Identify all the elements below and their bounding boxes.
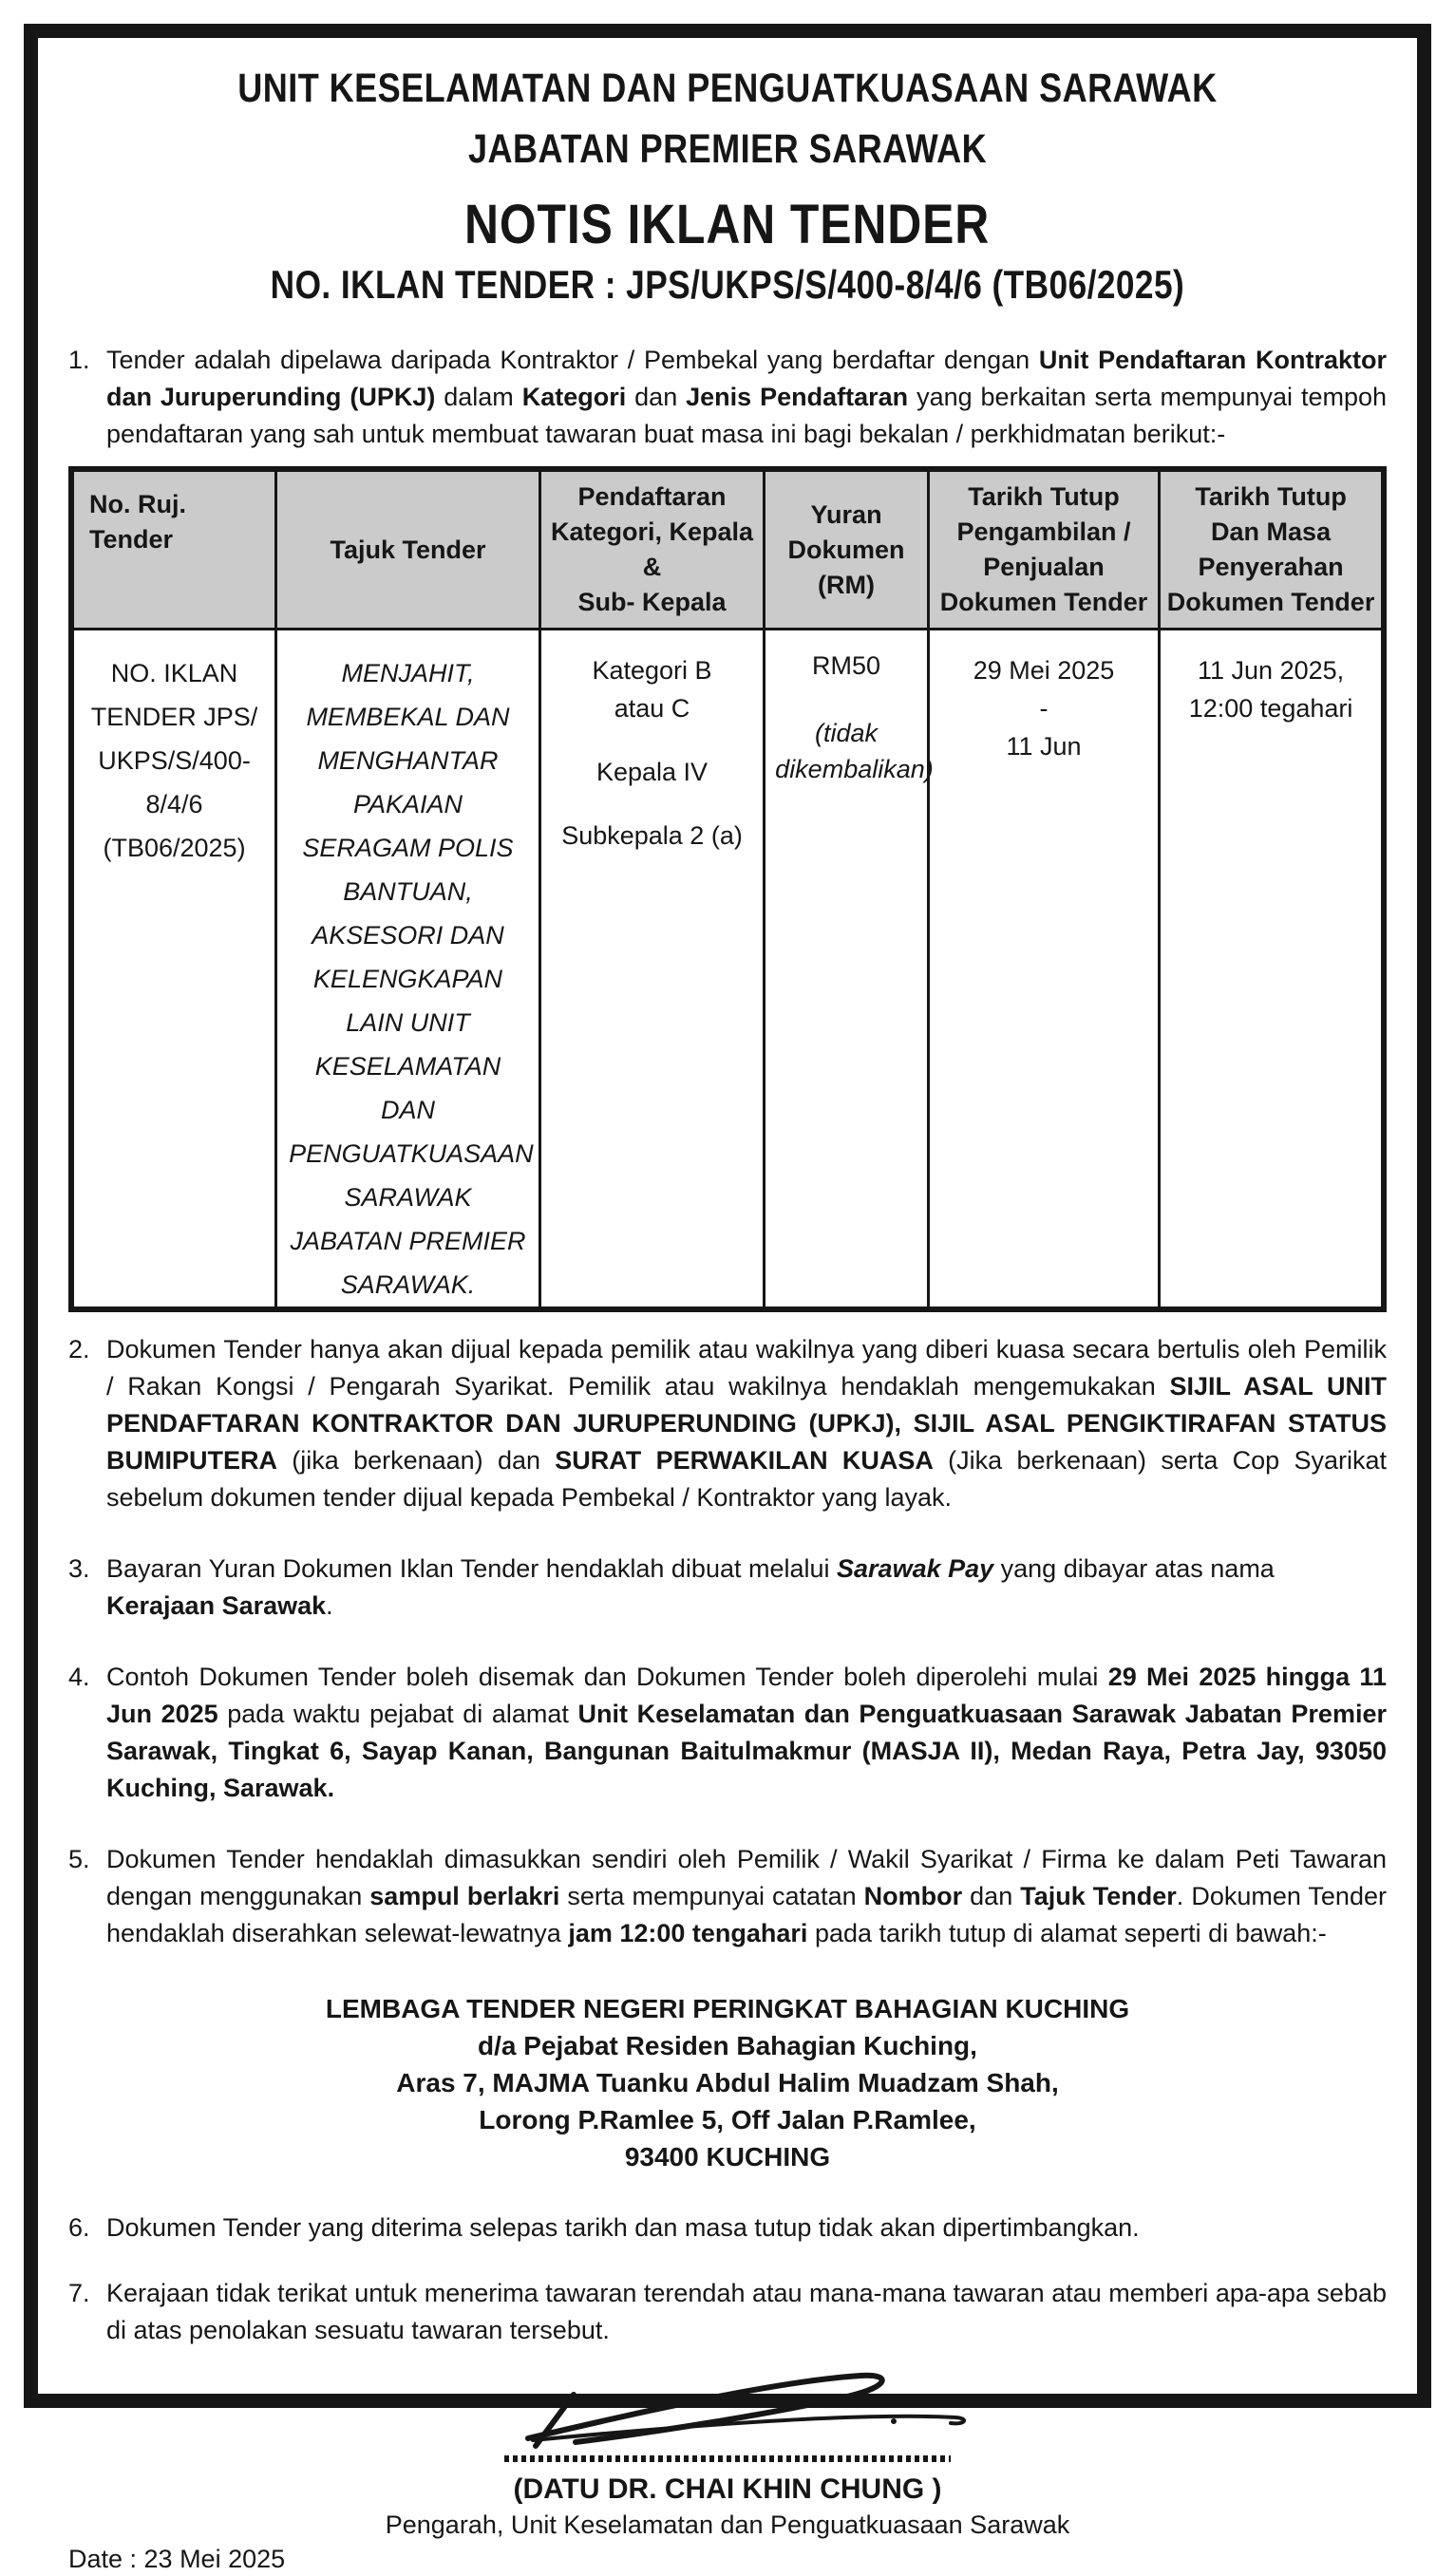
col-header-tarikh-penyerahan: Tarikh Tutup Dan Masa Penyerahan Dokumen Tender (1160, 469, 1384, 630)
item-4-number: 4. (68, 1663, 90, 1691)
notice-item-1 (68, 342, 1387, 453)
cell-tarikh-penyerahan: 11 Jun 2025, 12:00 tegahari (1160, 630, 1384, 1310)
item-2-text: Dokumen Tender hanya akan dijual kepada pemilik atau wakilnya yang diberi kuasa secara bertulis oleh Pemilik / Rakan Kongsi / Pengarah Syarikat. Pemilik atau wakilnya hendaklah mengemukakan SIJIL ASAL UNIT PENDAFTARAN KONTRAKTOR DAN JURUPERUNDING (UPKJ), SIJIL ASAL PENGIKTIRAFAN STATUS BUMIPUTERA (jika berkenaan) dan SURAT PERWAKILAN KUASA (Jika berkenaan) serta Cop Syarikat sebelum dokumen tender dijual kepada Pembekal / Kontraktor yang layak. (106, 1335, 1387, 1512)
item-1-text: Tender adalah dipelawa daripada Kontraktor / Pembekal yang berdaftar dengan Unit Pendaftaran Kontraktor dan Juruperunding (UPKJ) dalam Kategori dan Jenis Pendaftaran yang berkaitan serta mempunyai tempoh pendaftaran yang sah untuk membuat tawaran buat masa ini bagi bekalan / perkhidmatan berikut:- (106, 346, 1388, 448)
signatory-name: (DATU DR. CHAI KHIN CHUNG ) (513, 2473, 942, 2505)
document-title (68, 196, 1387, 254)
cell-kategori: Kategori B atau C Kepala IV Subkepala 2 (a) (539, 630, 764, 1310)
cell-tarikh-penjualan: 29 Mei 2025 - 11 Jun (928, 630, 1159, 1310)
item-3-number: 3. (68, 1554, 90, 1583)
item-5-text: Dokumen Tender hendaklah dimasukkan sendiri oleh Pemilik / Wakil Syarikat / Firma ke dalam Peti Tawaran dengan menggunakan sampul berlakri serta mempunyai catatan Nombor dan Tajuk Tender. Dokumen Tender hendaklah diserahkan selewat-lewatnya jam 12:00 tengahari pada tarikh tutup di alamat seperti di bawah:- (106, 1845, 1387, 1947)
cell-yuran (765, 630, 934, 1310)
notice-item-2 (68, 1331, 1387, 1516)
org-name-line2-text: JABATAN PREMIER SARAWAK (467, 126, 988, 172)
org-name-line2 (68, 125, 1387, 173)
tender-table-row (71, 630, 1384, 1310)
notice-item-5 (68, 1841, 1387, 1952)
item-5-number: 5. (68, 1845, 90, 1873)
submission-address-block: LEMBAGA TENDER NEGERI PERINGKAT BAHAGIAN KUCHING d/a Pejabat Residen Bahagian Kuching, Aras 7, MAJMA Tuanku Abdul Halim Muadzam Shah, Lorong P.Ramlee 5, Off Jalan P.Ramlee, 93400 KUCHING (325, 1994, 1130, 2172)
signatory-title: Pengarah, Unit Keselamatan dan Penguatkuasaan Sarawak (385, 2510, 1070, 2539)
item-3-text: Bayaran Yuran Dokumen Iklan Tender hendaklah dibuat melalui Sarawak Pay yang dibayar atas nama Kerajaan Sarawak. (106, 1554, 1275, 1620)
notice-item-6 (68, 2209, 1387, 2247)
signature-scribble (462, 2364, 993, 2452)
item-2-number: 2. (68, 1335, 90, 1363)
tender-ref-text: NO. IKLAN TENDER : JPS/UKPS/S/400-8/4/6 (TB06/2025) (270, 262, 1185, 307)
col-header-yuran-dokumen: Yuran Dokumen (RM) (765, 469, 929, 630)
col-header-tajuk-tender: Tajuk Tender (276, 469, 540, 630)
col-header-pendaftaran-kategori: Pendaftaran Kategori, Kepala & Sub- Kepala (539, 469, 764, 630)
signature-block (68, 2364, 1387, 2542)
fee-note: (tidak dikembalikan) (775, 719, 934, 783)
item-1-number: 1. (68, 346, 90, 374)
item-6-text: Dokumen Tender yang diterima selepas tarikh dan masa tutup tidak akan dipertimbangkan. (106, 2213, 1140, 2242)
item-4-text: Contoh Dokumen Tender boleh disemak dan Dokumen Tender boleh diperolehi mulai 29 Mei 2025 hingga 11 Jun 2025 pada waktu pejabat di alamat Unit Keselamatan dan Penguatkuasaan Sarawak Jabatan Premier Sarawak, Tingkat 6, Sayap Kanan, Bangunan Baitulmakmur (MASJA II), Medan Raya, Petra Jay, 93050 Kuching, Sarawak. (106, 1663, 1387, 1802)
item-6-number: 6. (68, 2213, 90, 2242)
cell-tajuk-tender: MENJAHIT, MEMBEKAL DAN MENGHANTAR PAKAIAN SERAGAM POLIS BANTUAN, AKSESORI DAN KELENGKAPAN LAIN UNIT KESELAMATAN DAN PENGUATKUASAAN SARAWAK JABATAN PREMIER SARAWAK. (276, 630, 540, 1310)
signature-dotted-line (504, 2455, 951, 2462)
date-line: Date : 23 Mei 2025 (68, 2545, 286, 2573)
org-name-line1-text: UNIT KESELAMATAN DAN PENGUATKUASAAN SARAWAK (237, 66, 1218, 111)
org-name-line1 (68, 65, 1387, 112)
col-header-tarikh-penjualan: Tarikh Tutup Pengambilan / Penjualan Dokumen Tender (928, 469, 1159, 630)
document-border-frame (24, 24, 1431, 2573)
fee-amount: RM50 (812, 651, 881, 680)
item-7-text: Kerajaan tidak terikat untuk menerima tawaran terendah atau mana-mana tawaran atau memberi apa-apa sebab di atas penolakan sesuatu tawaran tersebut. (106, 2279, 1387, 2344)
notice-item-7 (68, 2275, 1387, 2349)
cell-ref-no: NO. IKLAN TENDER JPS/ UKPS/S/400-8/4/6 (TB06/2025) (71, 630, 276, 1310)
notice-item-3 (68, 1551, 1387, 1625)
tender-table-header-row (71, 469, 1384, 630)
tender-ref-line (68, 262, 1387, 308)
notice-item-4 (68, 1659, 1387, 1807)
col-header-no-ruj-tender: No. Ruj. Tender (71, 469, 276, 630)
item-7-number: 7. (68, 2279, 90, 2307)
document-title-text: NOTIS IKLAN TENDER (464, 194, 991, 255)
tender-table (68, 466, 1387, 1312)
